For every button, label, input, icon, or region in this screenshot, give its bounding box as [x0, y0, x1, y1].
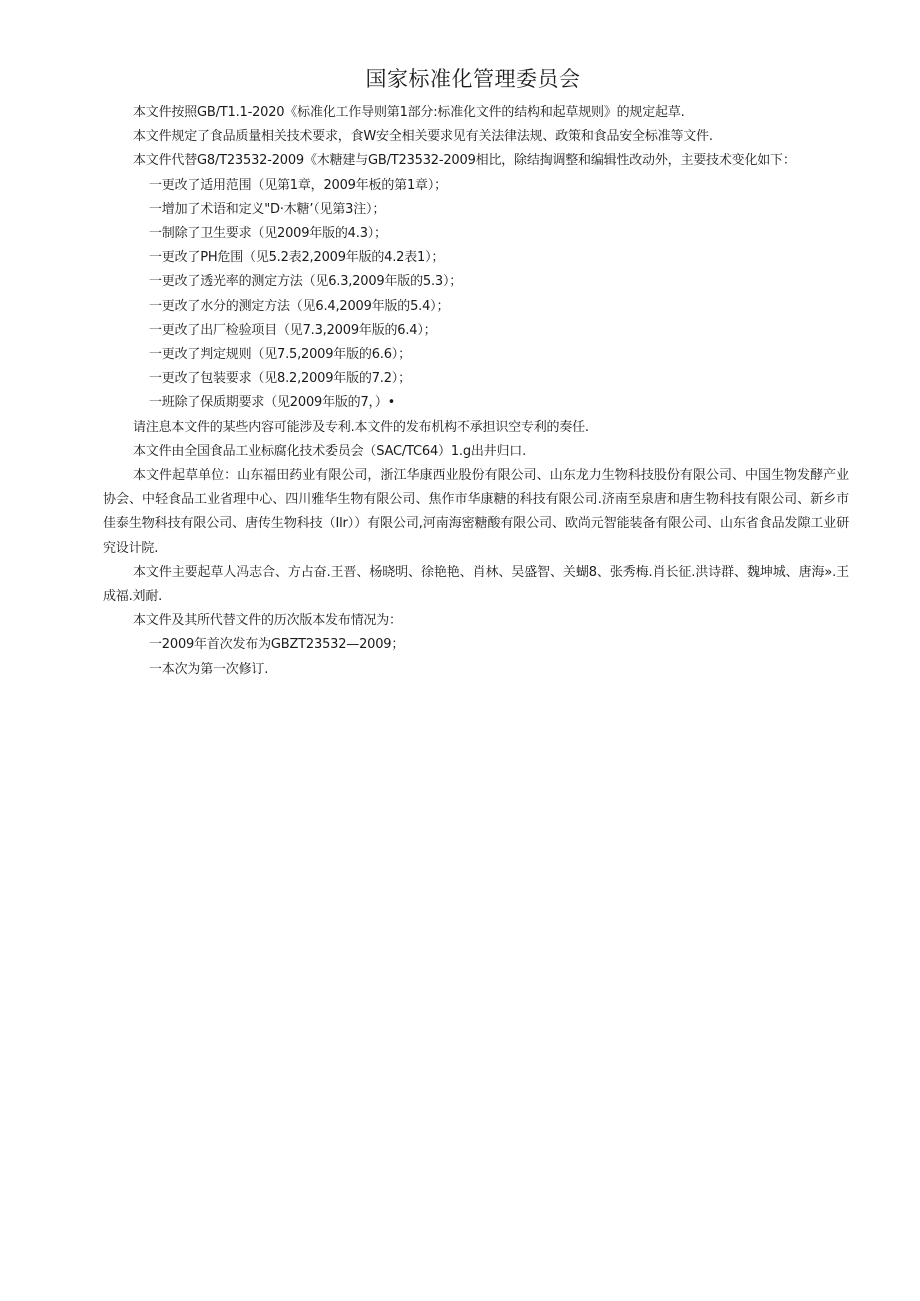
list-item: 一2009年首次发布为GBZT23532—2009；	[149, 637, 405, 653]
drafting-units: 本文件起草单位：山东福田药业有限公司，浙江华康西业股份有限公司、山东龙力生物科技股份有限公司、中国生物发酵产业协会、中轻食品工业省理中心、四川雅华生物有限公司、焦作市华康糖的科技有限公司.济南至泉唐和唐生物科技有限公司、新乡市佳泰生物科技有限公司、唐传生物科技（Ilr））有限公司,河南海密糖酸有限公司、欧尚元智能装备有限公司、山东省食品发隙工业研究设计院.	[103, 468, 849, 556]
list-item: 一更改了出厂检验项目（见7.3,2009年版的6.4）；	[149, 322, 437, 338]
document-body	[103, 101, 849, 682]
changes-list	[103, 174, 849, 416]
list-item: 一本次为第一次修订.	[149, 661, 269, 677]
list-item: 一更改了判定规则（见7.5,2009年版的6.6）；	[149, 347, 411, 363]
intro-paragraph-drafting-rules: 本文件按照GB/T1.1-2020《标准化工作导则第1部分:标准化文件的结构和起草规则》的规定起草.	[133, 105, 685, 120]
list-item: 一更改了适用范围（见第1章，2009年板的第1章）；	[149, 177, 447, 193]
list-item: 一更改了包装要求（见8.2,2009年版的7.2）；	[149, 371, 411, 387]
committee-notice: 本文件由全国食品工业标腐化技术委员会（SAC/TC64）1.g出井归口.	[133, 443, 527, 459]
history-intro: 本文件及其所代替文件的历次版本发布情况为：	[133, 613, 402, 629]
list-item: 一制除了卫生要求（见2009年版的4.3）；	[149, 226, 387, 242]
list-item: 一班除了保质期要求（见2009年版的7，）•	[149, 395, 396, 411]
history-list	[103, 633, 849, 681]
intro-paragraph-replacement: 本文件代替G8/T23532-2009《木糖建与GB/T23532-2009相比，除结掏调整和编辑性改动外，主要技术变化如下：	[133, 153, 796, 169]
list-item: 一更改了透光率的测定方法（见6.3,2009年版的5.3）；	[149, 274, 463, 290]
document-title: 国家标准化管理委员会	[365, 67, 581, 91]
intro-paragraph-scope: 本文件规定了食品质量相关技术要求，食W安全相关要求见有关法律法规、政策和食品安全标准等文件.	[133, 129, 713, 145]
list-item: 一增加了术语和定义"D·木糖’（见第3注）；	[149, 201, 386, 217]
list-item: 一更改了水分的测定方法（见6.4,2009年版的5.4）；	[149, 298, 450, 314]
patent-notice: 请注息本文件的某些内容可能涉及专利.本文件的发布机构不承担识空专利的奏任.	[133, 419, 589, 435]
list-item: 一更改了PH危围（见5.2表2,2009年版的4.2表1）；	[149, 250, 445, 266]
drafters: 本文件主要起草人冯志合、方占奋.王晋、杨晓明、徐艳艳、肖林、吴盛智、关蝴8、张秀梅.肖长征.洪诗群、魏坤城、唐海».王成福.刘耐.	[103, 564, 849, 605]
